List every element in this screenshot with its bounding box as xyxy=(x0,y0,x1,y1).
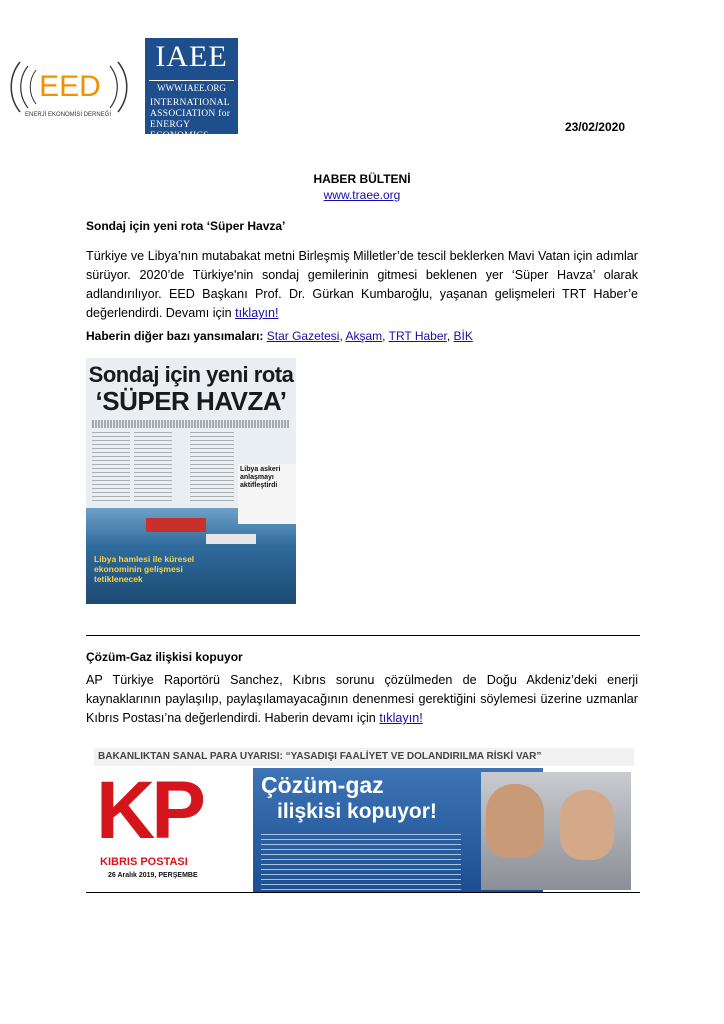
bulletin-date: 23/02/2020 xyxy=(564,120,625,134)
section-divider xyxy=(86,635,640,636)
reflection-sep: , xyxy=(382,329,389,343)
iaee-name-line3: ENERGY ECONOMICS xyxy=(150,120,209,141)
reflection-link-trt[interactable]: TRT Haber xyxy=(388,329,447,343)
clipping2-paper-name: KIBRIS POSTASI xyxy=(100,856,188,868)
iaee-logo-rule xyxy=(149,80,234,81)
story1-newspaper-clipping xyxy=(86,358,296,604)
story2-newspaper-clipping xyxy=(86,746,640,893)
iaee-name-line2: ASSOCIATION for xyxy=(150,109,231,119)
reflection-link-bik[interactable]: BİK xyxy=(453,329,473,343)
iaee-name-line1: INTERNATIONAL xyxy=(150,98,230,108)
clipping2-portrait xyxy=(486,784,544,858)
iaee-logo-url: WWW.IAEE.ORG xyxy=(157,83,226,93)
story1-heading: Sondaj için yeni rota ‘Süper Havza’ xyxy=(86,219,286,233)
clipping2-paper-date: 26 Aralık 2019, PERŞEMBE xyxy=(108,872,198,879)
site-link[interactable] xyxy=(0,188,724,202)
iaee-logo-text: IAEE xyxy=(155,40,228,73)
reflections-label: Haberin diğer bazı yansımaları: xyxy=(86,329,264,343)
clipping2-headline-line2: ilişkisi kopuyor! xyxy=(277,800,437,823)
story1-read-more-link[interactable]: tıklayın! xyxy=(235,306,279,320)
clipping1-subheadline xyxy=(92,420,290,428)
eed-logo-text: EED xyxy=(39,70,101,103)
clipping1-column xyxy=(190,432,234,504)
clipping2-banner: BAKANLIKTAN SANAL PARA UYARISI: “YASADIŞI FAALİYET VE DOLANDIRILMA RİSKİ VAR” xyxy=(94,748,634,766)
clipping1-side-box: Libya askeri anlaşmayı aktifleştirdi xyxy=(238,464,296,524)
story2-paragraph xyxy=(86,671,638,728)
clipping2-story-text xyxy=(261,834,461,890)
iaee-logo-name xyxy=(150,98,236,142)
story2-read-more-link[interactable]: tıklayın! xyxy=(379,711,423,725)
clipping2-headline-line1: Çözüm-gaz xyxy=(261,772,384,798)
clipping1-headline-line1: Sondaj için yeni rota xyxy=(88,362,294,387)
story1-text: Türkiye ve Libya’nın mutabakat metni Birleşmiş Milletler’de tescil beklerken Mavi Vatan için adımlar sürüyor. 2020’de Türkiye'nin sondaj gemilerinin gitmesi beklenen yer ‘Süper Havza’ olarak adlandırılıyor. EED Başkanı Prof. Dr. Gürkan Kumbaroğlu, yaşanan gelişmeleri TRT Haber’e değerlendirdi. Devamı için xyxy=(86,249,638,320)
eed-logo xyxy=(6,52,142,122)
story1-reflections xyxy=(86,329,473,343)
reflection-sep: , xyxy=(339,329,346,343)
bulletin-title: HABER BÜLTENİ xyxy=(313,172,411,186)
clipping1-headline-line2: ‘SÜPER HAVZA’ xyxy=(95,386,287,416)
clipping1-column xyxy=(134,432,172,504)
story2-heading: Çözüm-Gaz ilişkisi kopuyor xyxy=(86,650,243,664)
site-link-text[interactable]: www.traee.org xyxy=(323,188,401,202)
story2-text: AP Türkiye Raportörü Sanchez, Kıbrıs sorunu çözülmeden de Doğu Akdeniz’deki enerji kaynaklarının paylaşılıp, paylaşılamayacağının denenmesi gerektiğini söylemesi üzerine uzmanlar Kıbrıs Postası’na değerlendirdi. Haberin devamı için xyxy=(86,673,638,725)
clipping1-column xyxy=(92,432,130,504)
clipping2-portrait xyxy=(560,790,614,860)
iaee-logo xyxy=(145,38,238,141)
clipping1-ship xyxy=(206,534,256,544)
clipping1-photo-caption: Libya hamlesi ile küresel ekonominin gelişmesi tetiklenecek xyxy=(94,554,195,584)
reflection-sep: , xyxy=(446,329,454,343)
reflection-link-star[interactable]: Star Gazetesi xyxy=(266,329,340,343)
reflection-link-aksam[interactable]: Akşam xyxy=(345,329,383,343)
clipping1-ship xyxy=(146,518,206,532)
story1-paragraph xyxy=(86,247,638,323)
clipping2-masthead: KP xyxy=(96,765,202,856)
eed-logo-subtext: ENERJİ EKONOMİSİ DERNEĞİ xyxy=(24,112,112,118)
